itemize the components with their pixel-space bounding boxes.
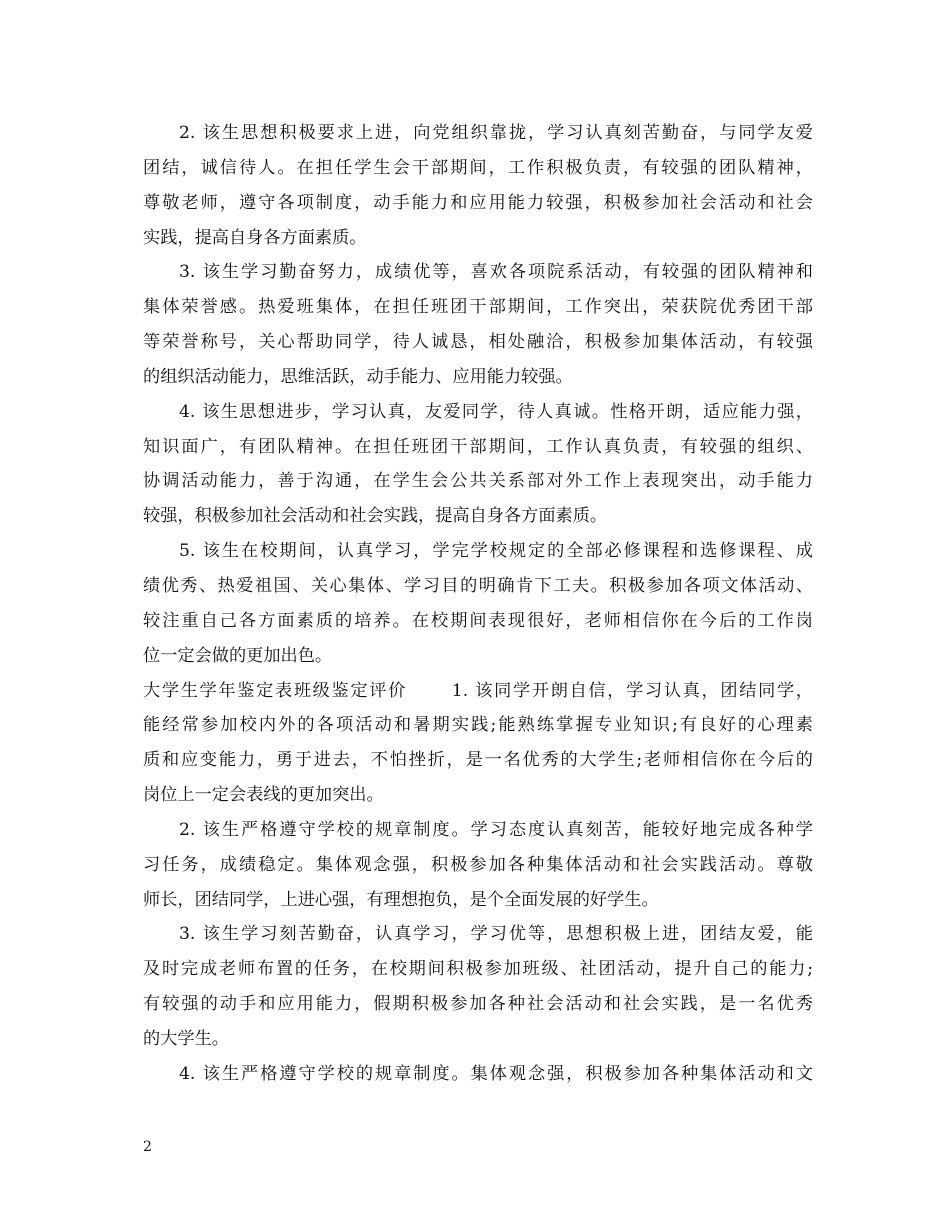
text-line: 3. 该生学习刻苦勤奋，认真学习，学习优等，思想积极上进，团结友爱，能 bbox=[179, 924, 813, 945]
text-line: 及时完成老师布置的任务，在校期间积极参加班级、社团活动，提升自己的能力; bbox=[143, 959, 813, 980]
text-line: 绩优秀、热爱祖国、关心集体、学习目的明确肯下工夫。积极参加各项文体活动、 bbox=[143, 575, 813, 596]
text-line: 5. 该生在校期间，认真学习，学完学校规定的全部必修课程和选修课程、成 bbox=[179, 541, 813, 562]
text-line: 有较强的动手和应用能力，假期积极参加各种社会活动和社会实践，是一名优秀 bbox=[143, 994, 813, 1015]
text-line: 等荣誉称号，关心帮助同学，待人诚恳，相处融洽，积极参加集体活动，有较强 bbox=[143, 332, 813, 353]
text-line: 较强，积极参加社会活动和社会实践，提高自身各方面素质。 bbox=[143, 506, 608, 527]
text-line: 较注重自己各方面素质的培养。在校期间表现很好，老师相信你在今后的工作岗 bbox=[143, 610, 813, 631]
text-line: 尊敬老师，遵守各项制度，动手能力和应用能力较强，积极参加社会活动和社会 bbox=[143, 192, 813, 213]
text-line: 3. 该生学习勤奋努力，成绩优等，喜欢各项院系活动，有较强的团队精神和 bbox=[179, 262, 813, 283]
page-number: 2 bbox=[143, 1139, 152, 1155]
text-line: 能经常参加校内外的各项活动和暑期实践;能熟练掌握专业知识;有良好的心理素 bbox=[143, 715, 813, 736]
text-line: 大学生学年鉴定表班级鉴定评价 1. 该同学开朗自信，学习认真，团结同学， bbox=[143, 680, 813, 701]
text-line: 的组织活动能力，思维活跃，动手能力、应用能力较强。 bbox=[143, 366, 573, 387]
text-line: 4. 该生严格遵守学校的规章制度。集体观念强，积极参加各种集体活动和文 bbox=[179, 1063, 813, 1084]
text-line: 团结，诚信待人。在担任学生会干部期间，工作积极负责，有较强的团队精神， bbox=[143, 157, 813, 178]
text-line: 2. 该生严格遵守学校的规章制度。学习态度认真刻苦，能较好地完成各种学 bbox=[179, 819, 813, 840]
text-line: 的大学生。 bbox=[143, 1028, 229, 1049]
text-line: 协调活动能力，善于沟通，在学生会公共关系部对外工作上表现突出，动手能力 bbox=[143, 471, 813, 492]
text-line: 质和应变能力，勇于进去，不怕挫折，是一名优秀的大学生;老师相信你在今后的 bbox=[143, 750, 813, 771]
text-line: 岗位上一定会表线的更加突出。 bbox=[143, 785, 384, 806]
text-line: 位一定会做的更加出色。 bbox=[143, 645, 333, 666]
text-line: 习任务，成绩稳定。集体观念强，积极参加各种集体活动和社会实践活动。尊敬 bbox=[143, 854, 813, 875]
text-line: 实践，提高自身各方面素质。 bbox=[143, 227, 367, 248]
text-line: 集体荣誉感。热爱班集体，在担任班团干部期间，工作突出，荣获院优秀团干部 bbox=[143, 297, 813, 318]
text-line: 知识面广，有团队精神。在担任班团干部期间，工作认真负责，有较强的组织、 bbox=[143, 436, 813, 457]
document-body bbox=[143, 116, 813, 1092]
text-line: 2. 该生思想积极要求上进，向党组织靠拢，学习认真刻苦勤奋，与同学友爱 bbox=[179, 123, 813, 143]
text-line: 师长，团结同学，上进心强，有理想抱负，是个全面发展的好学生。 bbox=[143, 889, 659, 910]
text-line: 4. 该生思想进步，学习认真，友爱同学，待人真诚。性格开朗，适应能力强， bbox=[179, 401, 813, 422]
